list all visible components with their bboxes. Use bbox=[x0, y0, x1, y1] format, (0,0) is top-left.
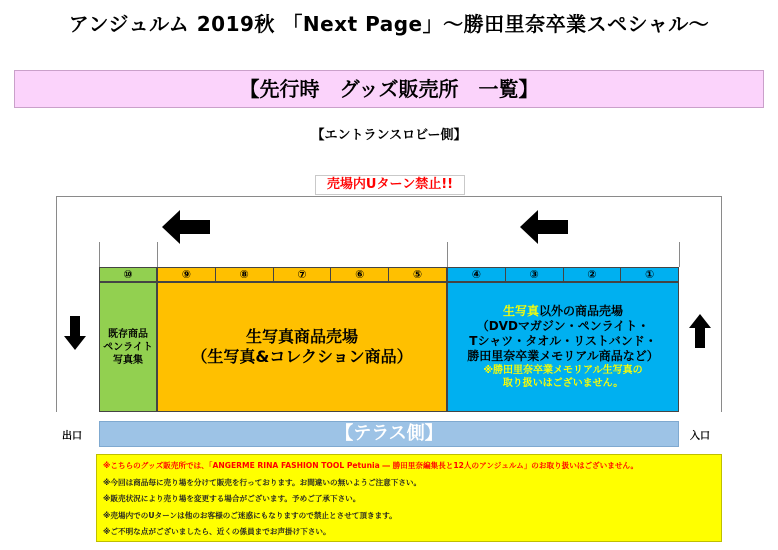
divider-line bbox=[157, 242, 158, 267]
counter-number: ③ bbox=[505, 267, 563, 282]
arrow-down-icon bbox=[64, 316, 86, 350]
zone-title-rest: 以外の商品売場 bbox=[539, 304, 624, 318]
arrow-left-icon bbox=[520, 210, 568, 244]
counter-number: ⑥ bbox=[330, 267, 388, 282]
terrace-side-label: 【テラス側】 bbox=[99, 421, 679, 447]
zone-photo-goods bbox=[157, 282, 447, 412]
counter-number: ④ bbox=[447, 267, 505, 282]
counter-row-other bbox=[447, 267, 679, 282]
zone-title-highlight: 生写真 bbox=[502, 304, 539, 318]
zone-note: 取り扱いはございません。 bbox=[502, 378, 624, 389]
counter-row-photo bbox=[157, 267, 447, 282]
counter-row-existing bbox=[99, 267, 157, 282]
note-item: ※ご不明な点がございましたら、近くの係員までお声掛け下さい。 bbox=[103, 527, 331, 536]
zone-text: （DVDマガジン・ペンライト・ bbox=[476, 319, 650, 333]
counter-number: ⑧ bbox=[215, 267, 273, 282]
entrance-lobby-label: 【エントランスロビー側】 bbox=[311, 128, 467, 143]
divider-line bbox=[447, 242, 448, 267]
arrow-up-icon bbox=[689, 314, 711, 348]
note-item: ※今回は商品毎に売り場を分けて販売を行っております。お間違いの無いようご注意下さい。 bbox=[103, 477, 422, 487]
counter-number: ⑩ bbox=[99, 267, 157, 282]
exit-label: 出口 bbox=[62, 431, 82, 442]
counter-number: ⑦ bbox=[273, 267, 331, 282]
zone-other-goods bbox=[447, 282, 679, 412]
zone-title bbox=[503, 304, 623, 319]
arrow-left-icon bbox=[162, 210, 210, 244]
zone-text: 既存商品 bbox=[108, 328, 148, 340]
zone-text: Tシャツ・タオル・リストバンド・ bbox=[469, 334, 657, 348]
page-title: アンジュルム 2019秋 「Next Page」〜勝田里奈卒業スペシャル〜 bbox=[68, 12, 710, 36]
zone-existing-goods bbox=[99, 282, 157, 412]
note-item: ※こちらのグッズ販売所では、「ANGERME RINA FASHION TOOL Petunia ― 勝田里奈編集長と12人のアンジュルム」のお取り扱いはございません。 bbox=[103, 461, 639, 470]
counter-number: ② bbox=[563, 267, 621, 282]
counter-number: ⑤ bbox=[388, 267, 447, 282]
zone-subtitle: （生写真&コレクション商品） bbox=[191, 347, 413, 366]
note-item: ※販売状況により売り場を変更する場合がございます。予めご了承下さい。 bbox=[103, 494, 361, 503]
counter-number: ① bbox=[620, 267, 679, 282]
divider-line bbox=[679, 242, 680, 267]
entrance-label: 入口 bbox=[690, 431, 710, 442]
zone-text: 写真集 bbox=[113, 354, 143, 366]
banner-title: 【先行時 グッズ販売所 一覧】 bbox=[14, 70, 764, 108]
zone-text: ペンライト bbox=[103, 341, 153, 353]
note-item: ※売場内でのUターンは他のお客様のご迷惑にもなりますので禁止とさせて頂きます。 bbox=[103, 510, 397, 520]
no-uturn-warning: 売場内Uターン禁止!! bbox=[315, 175, 465, 195]
zone-note: ※勝田里奈卒業メモリアル生写真の bbox=[483, 365, 643, 376]
notes-box bbox=[96, 454, 722, 542]
zone-text: 勝田里奈卒業メモリアル商品など） bbox=[467, 349, 659, 363]
divider-line bbox=[99, 242, 100, 267]
counter-number: ⑨ bbox=[157, 267, 215, 282]
zone-title: 生写真商品売場 bbox=[245, 327, 358, 346]
